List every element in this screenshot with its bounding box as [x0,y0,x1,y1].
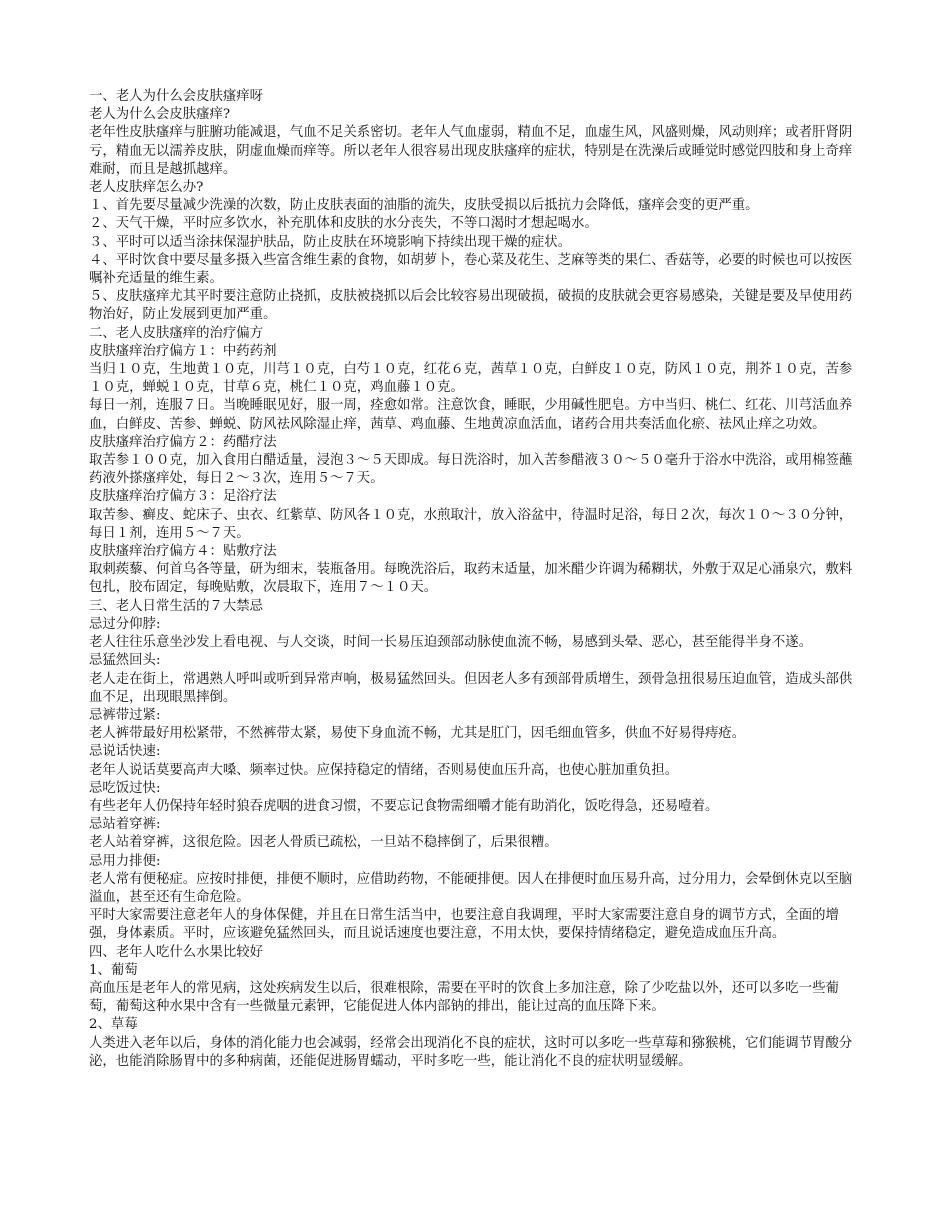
paragraph: 一、老人为什么会皮肤瘙痒呀 [89,89,264,104]
paragraph: 忌裤带过紧: [89,707,161,723]
paragraph: 老人站着穿裤，这很危险。因老人骨质已疏松，一旦站不稳摔倒了，后果很糟。 [89,835,558,851]
paragraph: 皮肤瘙痒治疗偏方３：足浴疗法 [89,489,277,505]
paragraph: 取刺蒺藜、何首乌各等量，研为细末，装瓶备用。每晚洗浴后，取药末适量，加米醋少许调为稀糊状，外敷于双足心涌泉穴，敷料包扎，胶布固定，每晚贴敷，次晨取下，连用７～１０天。 [89,562,853,596]
paragraph: 皮肤瘙痒治疗偏方４：贴敷疗法 [89,544,277,560]
paragraph: 2、草莓 [89,1017,138,1033]
paragraph: 忌猛然回头: [89,653,161,669]
paragraph: ４、平时饮食中要尽量多摄入些富含维生素的食物，如胡萝卜，卷心菜及花生、芝麻等类的果仁、香菇等，必要的时候也可以按医嘱补充适量的维生素。 [89,252,853,287]
paragraph: 皮肤瘙痒治疗偏方１：中药药剂 [89,343,277,359]
paragraph: 取苦参１００克，加入食用白醋适量，浸泡３～５天即成。每日洗浴时，加入苦参醋液３０～５０毫升于浴水中洗浴，或用棉签蘸药液外搽瘙痒处，每日２～３次，连用５～７天。 [89,453,853,487]
paragraph: 忌站着穿裤: [89,817,161,833]
paragraph: 三、老人日常生活的７大禁忌 [89,598,264,614]
paragraph: 老人走在街上，常遇熟人呼叫或听到异常声响，极易猛然回头。但因老人多有颈部骨质增生，颈骨急扭很易压迫血管，造成头部供血不足，出现眼黑摔倒。 [89,671,853,705]
paragraph: 皮肤瘙痒治疗偏方２：药醋疗法 [89,434,277,450]
paragraph: 忌吃饭过快: [89,780,161,796]
paragraph: 老人皮肤痒怎么办? [89,180,204,196]
paragraph: 老人往往乐意坐沙发上看电视、与人交谈，时间一长易压迫颈部动脉使血流不畅，易感到头晕、恶心，甚至能得半身不遂。 [89,635,813,651]
paragraph: 老人常有便秘症。应按时排便，排便不顺时，应借助药物，不能硬排便。因人在排便时血压易升高，过分用力，会晕倒休克以至脑溢血，甚至还有生命危险。 [89,871,853,905]
paragraph: 忌过分仰脖: [89,616,161,632]
paragraph: 老年性皮肤瘙痒与脏腑功能减退，气血不足关系密切。老年人气血虚弱，精血不足，血虚生风，风盛则燥，风动则痒；或者肝肾阴亏，精血无以濡养皮肤，阴虚血燥而痒等。所以老年人很容易出现皮肤瘙痒的症状，特别是在洗澡后或睡觉时感觉四肢和身上奇痒难耐，而且是越抓越痒。 [89,125,853,177]
document-body [89,88,861,1071]
paragraph: ５、皮肤瘙痒尤其平时要注意防止挠抓，皮肤被挠抓以后会比较容易出现破损，破损的皮肤就会更容易感染，关键是要及早使用药物治好，防止发展到更加严重。 [89,289,853,323]
paragraph: １、首先要尽量减少洗澡的次数，防止皮肤表面的油脂的流失，皮肤受损以后抵抗力会降低，瘙痒会变的更严重。 [89,198,759,214]
paragraph: 取苦参、癣皮、蛇床子、虫衣、红紫草、防风各１０克，水煎取汁，放入浴盆中，待温时足浴，每日２次，每次１０～３０分钟，每日１剂，连用５～７天。 [89,507,853,541]
paragraph: 老年人说话莫要高声大嗓、频率过快。应保持稳定的情绪，否则易使血压升高，也使心脏加重负担。 [89,762,679,778]
paragraph: 人类进入老年以后，身体的消化能力也会减弱，经常会出现消化不良的症状，这时可以多吃一些草莓和猕猴桃，它们能调节胃酸分泌，也能消除肠胃中的多种病菌，还能促进肠胃蠕动，平时多吃一些，能让消化不良的症状明显缓解。 [89,1035,853,1069]
paragraph: 每日一剂，连服７日。当晚睡眠见好，服一周，痊愈如常。注意饮食，睡眠，少用碱性肥皂。方中当归、桃仁、红花、川芎活血养血，白鲜皮、苦参、蝉蜕、防风祛风除湿止痒，茜草、鸡血藤、生地黄凉血活血，诸药合用共奏活血化瘀、祛风止痒之功效。 [89,398,853,432]
paragraph: 老人裤带最好用松紧带，不然裤带太紧，易使下身血流不畅，尤其是肛门，因毛细血管多，供血不好易得痔疮。 [89,726,746,742]
paragraph: ３、平时可以适当涂抹保湿护肤品，防止皮肤在环境影响下持续出现干燥的症状。 [89,234,572,250]
paragraph: 1、葡萄 [89,962,138,978]
paragraph: 老人为什么会皮肤瘙痒? [89,107,231,123]
paragraph: 当归１０克，生地黄１０克，川芎１０克，白芍１０克，红花６克，茜草１０克，白鲜皮１０克，防风１０克，荆芥１０克，苦参１０克，蝉蜕１０克，甘草６克，桃仁１０克，鸡血藤１０克。 [89,362,853,396]
paragraph: 高血压是老年人的常见病，这处疾病发生以后，很难根除，需要在平时的饮食上多加注意，除了少吃盐以外，还可以多吃一些葡萄，葡萄这种水果中含有一些微量元素钾，它能促进人体内部钠的排出，能让过高的血压降下来。 [89,980,839,1015]
paragraph: 忌说话快速: [89,744,161,760]
paragraph: ２、天气干燥，平时应多饮水，补充肌体和皮肤的水分丧失，不等口渴时才想起喝水。 [89,216,598,232]
paragraph: 有些老年人仍保持年轻时狼吞虎咽的进食习惯，不要忘记食物需细嚼才能有助消化，饭吃得急，还易噎着。 [89,798,719,814]
paragraph: 四、老年人吃什么水果比较好 [89,944,264,960]
paragraph: 二、老人皮肤瘙痒的治疗偏方 [89,325,264,341]
paragraph: 忌用力排便: [89,853,161,869]
paragraph: 平时大家需要注意老年人的身体保健，并且在日常生活当中，也要注意自我调理，平时大家需要注意自身的调节方式，全面的增强，身体素质。平时，应该避免猛然回头，而且说话速度也要注意，不用太快，要保持情绪稳定，避免造成血压升高。 [89,908,839,942]
